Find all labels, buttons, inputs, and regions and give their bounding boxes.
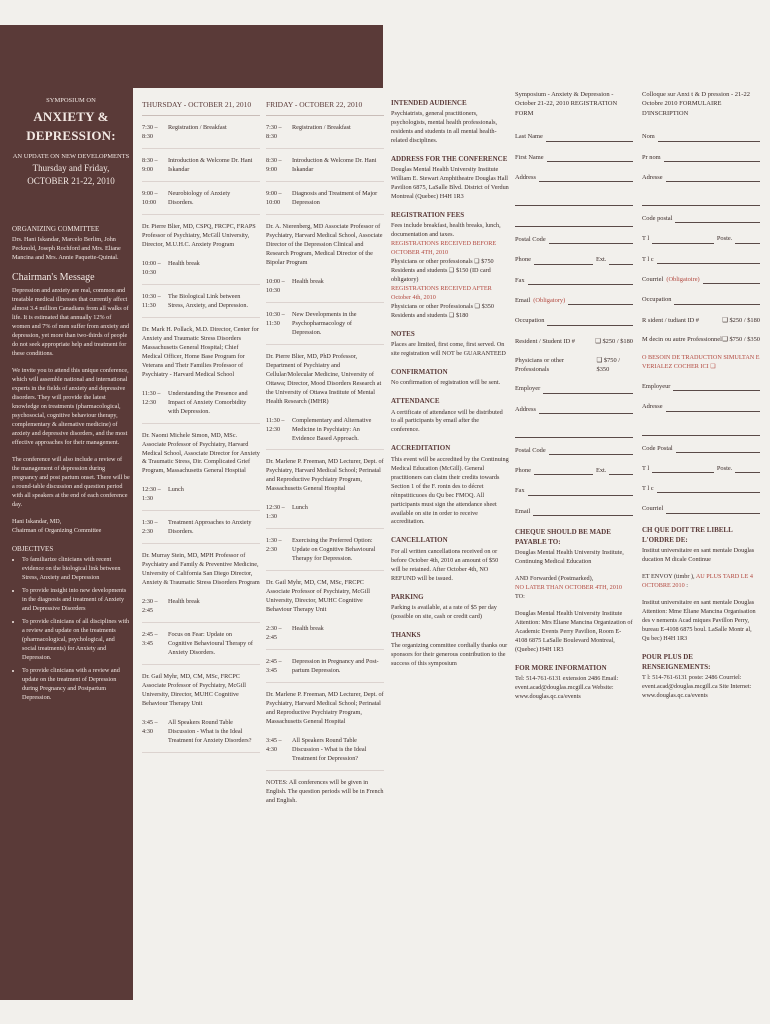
session-time: 12:30 – 1:30 <box>266 504 285 521</box>
medecin-label: M decin ou autre Professionnel <box>642 335 722 343</box>
postal-code2-label: Postal Code <box>515 446 546 454</box>
employer-row <box>515 384 633 393</box>
thursday-row <box>142 326 260 380</box>
friday-heading: FRIDAY - OCTOBER 22, 2010 <box>266 100 384 116</box>
physician-fee: ❑ $750 / $350 <box>596 356 621 374</box>
parking-text: Parking is available, at a rate of $5 per day (possible on site, cash or credit card) <box>391 603 497 620</box>
phone-row <box>515 255 633 264</box>
forward-deadline-line <box>515 584 633 602</box>
thursday-row <box>142 223 260 250</box>
fees-physicians-late: Physicians or other Professionals ❑ $350 <box>391 303 494 311</box>
friday-row <box>266 278 384 303</box>
adresse2-field[interactable] <box>666 404 760 412</box>
attendance-heading: ATTENDANCE <box>391 397 440 406</box>
session-title: Health break <box>292 277 324 285</box>
forward-text-en: AND Forwarded (Postmarked), <box>515 575 594 583</box>
tel2-label: T l <box>642 464 650 472</box>
friday-row <box>266 417 384 451</box>
more-info-text-fr: T l: 514-761-6131 poste: 2486 Courriel: event.acad@douglas.mcgill.ca Site Internet: www.douglas.qc.ca/events <box>642 674 752 700</box>
tel2-row <box>642 464 760 473</box>
last-name-label: Last Name <box>515 133 543 141</box>
thursday-row <box>142 124 260 149</box>
friday-row <box>266 190 384 215</box>
adresse-row <box>642 173 760 182</box>
speaker-bio: Dr. Mark H. Pollack, M.D. Director, Center for Anxiety and Traumatic Stress Disorders Massachusetts General Hospital; Chief Medical Officer, Home Base Program for Veterans and Their Families Professor of Psychiatry - Harvard Medical School <box>142 325 259 378</box>
notes-text: Places are limited, first come, first served. On site registration will NOT be GUARANTEED <box>391 341 506 358</box>
postal-code2-field[interactable] <box>549 447 633 455</box>
fees-heading: REGISTRATION FEES <box>391 211 465 220</box>
courriel2-label: Courriel <box>642 505 664 513</box>
ext2-field[interactable] <box>609 467 633 475</box>
cheque-heading-fr: CH QUE DOIT TRE LIBELL L'ORDRE DE: <box>642 525 733 544</box>
friday-column <box>266 100 384 806</box>
session-time: 1:30 – 2:30 <box>142 519 158 536</box>
address2-field-line-2[interactable] <box>515 425 633 438</box>
phone2-row <box>515 466 633 475</box>
phone2-label: Phone <box>515 467 531 475</box>
telec-label: T l c <box>642 255 654 263</box>
session-title: Understanding the Presence and Impact of Anxiety Comorbidity with Depression. <box>168 389 248 415</box>
friday-row <box>266 353 384 407</box>
friday-row <box>266 223 384 268</box>
more-info-text-en: Tel: 514-761-6131 extension 2486 Email: event.acad@douglas.mcgill.ca Website: www.douglas.qc.ca/events <box>515 675 619 701</box>
friday-schedule <box>266 124 384 771</box>
more-info-heading-fr: POUR PLUS DE RENSEIGNEMENTS: <box>642 652 711 672</box>
code-postal2-label: Code Postal <box>642 444 673 452</box>
fax2-field[interactable] <box>528 488 633 496</box>
postal-code-row <box>515 235 633 244</box>
speaker-bio: Dr. Gail Myhr, MD, CM, MSc, FRCPC Associate Professor of Psychiatry, McGill University, Director, MUHC Cognitive Behaviour Therapy Unit <box>266 579 370 614</box>
poste-label: Poste. <box>716 235 733 243</box>
courriel-row <box>642 275 760 284</box>
email2-row <box>515 507 633 516</box>
thursday-row <box>142 598 260 623</box>
audience-heading: INTENDED AUDIENCE <box>391 99 467 107</box>
phone2-field[interactable] <box>534 467 593 475</box>
session-title: Complementary and Alternative Medicine in Psychiatry: An Evidence Based Approach. <box>292 416 372 442</box>
session-title: Diagnosis and Treatment of Major Depression <box>292 189 378 206</box>
session-title: All Speakers Round Table Discussion - What is the Ideal Treatment for Depression? <box>292 737 367 763</box>
thursday-row <box>142 631 260 665</box>
occupation-label: Occupation <box>515 317 545 325</box>
objective-item: • To provide clinicians of all disciplines with a review and update on the treatments (pharmacological, psychological, and social treatments) for Anxiety and Depression. <box>22 618 130 663</box>
session-title: Registration / Breakfast <box>292 123 351 131</box>
session-time: 2:30 – 2:45 <box>142 598 158 615</box>
thursday-heading: THURSDAY - OCTOBER 21, 2010 <box>142 100 260 116</box>
physician-option[interactable] <box>515 356 633 375</box>
friday-row <box>266 311 384 345</box>
session-title: New Developments in the Psychopharmacology of Depression. <box>292 310 357 336</box>
form-heading-fr: Colloque sur Anxi t & D pression - 21-22 Octobre 2010 FORMULAIRE D'INSCRIPTION <box>642 91 750 117</box>
courriel-field[interactable] <box>703 276 760 284</box>
cancellation-text: For all written cancellations received on or before October 4th, 2010 an amount of $50 will be retained. After October 4th, NO REFUND will be issued. <box>391 547 499 582</box>
session-title: Health break <box>168 598 200 606</box>
form-heading-en: Symposium - Anxiety & Depression - October 21-22, 2010 REGISTRATION FORM <box>515 91 618 117</box>
thursday-row <box>142 552 260 588</box>
confirmation-heading: CONFIRMATION <box>391 368 448 377</box>
session-time: 7:30 – 8:30 <box>142 123 158 140</box>
symposium-date: Thursday and Friday, OCTOBER 21-22, 2010 <box>27 162 115 186</box>
prenom-field[interactable] <box>664 154 760 162</box>
session-time: 2:30 – 2:45 <box>266 625 282 642</box>
tel-field[interactable] <box>652 236 714 244</box>
session-title: All Speakers Round Table Discussion - What is the Ideal Treatment for Anxiety Disorders? <box>168 719 252 745</box>
resident-option[interactable] <box>515 337 633 346</box>
employeur-field[interactable] <box>673 383 760 391</box>
courriel2-row <box>642 504 760 513</box>
first-name-row <box>515 153 633 162</box>
poste2-label: Poste. <box>716 464 733 472</box>
thursday-row <box>142 190 260 215</box>
notes-heading: NOTES <box>391 330 415 339</box>
first-name-field[interactable] <box>547 154 633 162</box>
resident-fee: ❑ $250 / $180 <box>595 337 633 345</box>
prenom-row <box>642 153 760 162</box>
session-title: Focus on Fear: Update on Cognitive Behavioural Therapy of Anxiety Disorders. <box>168 631 253 657</box>
objective-item: • To provide insight into new developments in the diagnosis and treatment of Anxiety and Depressive Disorders <box>22 587 130 614</box>
courriel-label: Courriel <box>642 275 664 283</box>
session-time: 2:45 – 3:45 <box>266 658 282 675</box>
speaker-bio: Dr. Pierre Blier, MD, PhD Professor, Department of Psychiatry and Cellular/Molecular Medicine, University of Ottawa; Director, Mood Disorders Research at the University of Ottawa Institute of Mental Health Research (IMHR) <box>266 352 382 405</box>
telec2-row <box>642 484 760 493</box>
speaker-bio: Dr. Pierre Blier, MD, CSPQ, FRCPC, FRAPS Professor of Psychiatry, McGill University, Director, M.U.H.C. Anxiety Program <box>142 222 256 248</box>
occupation-row <box>515 316 633 325</box>
signature-title: Chairman of Organizing Committee <box>12 526 102 534</box>
session-time: 10:00 – 10:30 <box>266 277 285 294</box>
friday-row <box>266 124 384 149</box>
occupation-fr-field[interactable] <box>674 297 760 305</box>
thursday-row <box>142 432 260 477</box>
courriel-obligatoire: (Obligatoire) <box>666 275 700 283</box>
ext-field[interactable] <box>609 257 633 265</box>
prenom-label: Pr nom <box>642 153 661 161</box>
employer-field[interactable] <box>543 386 633 394</box>
fees-residents-late: Residents and students ❑ $180 <box>391 312 469 320</box>
postal-code-label: Postal Code <box>515 236 546 244</box>
nom-field[interactable] <box>658 134 760 142</box>
session-time: 3:45 – 4:30 <box>266 737 282 754</box>
accreditation-heading: ACCREDITATION <box>391 444 451 453</box>
tel2-field[interactable] <box>652 465 714 473</box>
email2-field[interactable] <box>533 508 633 516</box>
confirmation-text: No confirmation of registration will be sent. <box>391 379 501 387</box>
phone-field[interactable] <box>534 257 593 265</box>
telec2-label: T l c <box>642 485 654 493</box>
session-time: 8:30 – 9:00 <box>266 156 282 173</box>
friday-notes: NOTES: All conferences will be given in English. The question periods will be in French and English. <box>266 779 384 805</box>
objectives-list <box>12 556 130 703</box>
occupation-fr-label: Occupation <box>642 296 672 304</box>
forward-to-en: TO: <box>515 593 525 601</box>
cheque-heading-en: CHEQUE SHOULD BE MADE PAYABLE TO: <box>515 528 611 547</box>
audience-text: Psychiatrists, general practitioners, psychologists, mental health professionals, residents and students in all mental health-related disciplines. <box>391 110 498 145</box>
email2-label: Email <box>515 507 531 515</box>
friday-row <box>266 691 384 727</box>
thursday-row <box>142 719 260 753</box>
message-paragraph-3: The conference will also include a review of the management of depression during pregnancy and post partum onset. There will be a round-table discussion and question period with all speakers at the end of each conference day. <box>12 455 130 508</box>
friday-row <box>266 625 384 650</box>
speaker-bio: Dr. Marlene P. Freeman, MD Lecturer, Dept. of Psychiatry, Harvard Medical School; Perinatal and Reproductive Psychiatry Program, Massachusetts General Hospital <box>266 458 384 493</box>
thursday-row <box>142 293 260 318</box>
objective-item: • To familiarize clinicians with recent evidence on the biological link between Stress, Anxiety and Depression <box>22 556 130 583</box>
speaker-bio: Dr. Gail Myhr, MD, CM, MSc, FRCPC Associate Professor of Psychiatry, McGill University, Director, MUHC Cognitive Behaviour Therapy Unit <box>142 673 246 708</box>
intro-column <box>12 96 130 707</box>
registration-form-en <box>515 90 633 702</box>
thursday-schedule <box>142 124 260 753</box>
session-time: 11:30 – 12:30 <box>266 416 285 433</box>
session-title: Health break <box>292 625 324 633</box>
poste-field[interactable] <box>735 236 760 244</box>
employeur-row <box>642 382 760 391</box>
session-title: Treatment Approaches to Anxiety Disorders. <box>168 519 252 536</box>
telec-field[interactable] <box>657 256 760 264</box>
fax-row <box>515 276 633 285</box>
session-time: 12:30 – 1:30 <box>142 486 161 503</box>
accreditation-text: This event will be accredited by the Continuing Medical Education (McGill). General practitioners can claim their credits towards Section 1 of the F. ronin des to décret réinpstiticuoes du Qu bec FMOQ. All participants must sign the attendance sheet available on site in order to receive accreditation. <box>391 455 509 526</box>
mailing-address-fr: Institut universitaire en sant mentale Douglas Attention: Mme Eliane Mancina Organisation des v nements Acad miques Pavillon Perry, bureau E-4108 6875 boul. LaSalle Montr al, Qu bec) H4H 1R3 <box>642 598 756 642</box>
last-name-field[interactable] <box>546 134 633 142</box>
session-time: 9:00 – 10:00 <box>142 189 158 206</box>
friday-row <box>266 737 384 771</box>
registration-form-fr <box>642 90 760 701</box>
code-postal-label: Code postal <box>642 215 673 223</box>
session-title: Lunch <box>168 486 184 494</box>
fax2-label: Fax <box>515 487 525 495</box>
address2-row <box>515 405 633 414</box>
thursday-row <box>142 519 260 544</box>
thursday-row <box>142 486 260 511</box>
top-panel-background <box>133 25 383 88</box>
adresse-field-line-2[interactable] <box>642 193 760 206</box>
forward-deadline-en: NO LATER THAN OCTOBER 4TH, 2010 <box>515 584 623 592</box>
fax2-row <box>515 486 633 495</box>
attendance-text: A certificate of attendance will be distributed to all participants by email after the conference. <box>391 408 503 434</box>
envoye-to: : <box>686 581 688 589</box>
tel-row <box>642 234 760 243</box>
speaker-bio: Dr. A. Nierenberg, MD Associate Professor of Psychiatry, Harvard Medical School, Associate Director of the Depression Clinical and Research Program, Medical Director of the Bipolar Program <box>266 222 383 266</box>
session-time: 8:30 – 9:00 <box>142 156 158 173</box>
thanks-heading: THANKS <box>391 630 421 639</box>
employer-label: Employer <box>515 385 541 393</box>
symposium-title: ANXIETY & DEPRESSION: <box>26 109 116 144</box>
cheque-text-fr: Institut universitaire en sant mentale Douglas ducation M dicale Continue <box>642 547 755 563</box>
speaker-bio: Dr. Marlene P. Freeman, MD Lecturer, Dept. of Psychiatry, Harvard Medical School; Perinatal and Reproductive Psychiatry Program, Massachusetts General Hospital <box>266 691 384 726</box>
last-name-row <box>515 132 633 141</box>
ext2-label: Ext. <box>595 467 607 475</box>
thanks-text: The organizing committee cordially thanks our sponsors for their generous contribution to the success of this symposium <box>391 641 508 667</box>
postal-code2-row <box>515 446 633 455</box>
address-field[interactable] <box>539 174 633 182</box>
friday-row <box>266 579 384 615</box>
session-time: 10:30 – 11:30 <box>142 292 161 309</box>
organizing-text: Drs. Hani Iskandar, Marcelo Berlim, John Pecknold, Joseph Rochford and Mrs. Eliane Mancina and Mrs. Annie Paquette-Quintal. <box>12 235 121 261</box>
address-text: Douglas Mental Health University Institute William E. Stewart Amphitheatre Douglas Hall Pavilion 6875, LaSalle Blvd. District of Verdun Montreal (Quebec) H4H 1R3 <box>391 166 509 201</box>
thursday-row <box>142 157 260 182</box>
resident-label: Resident / Student ID # <box>515 337 575 345</box>
more-info-heading-en: FOR MORE INFORMATION <box>515 664 607 673</box>
thursday-row <box>142 260 260 285</box>
nom-row <box>642 132 760 141</box>
parking-heading: PARKING <box>391 592 424 601</box>
organizing-heading: ORGANIZING COMMITTEE <box>12 224 100 233</box>
cancellation-heading: CANCELLATION <box>391 536 448 545</box>
session-time: 9:00 – 10:00 <box>266 189 282 206</box>
resident-fr-option[interactable] <box>642 316 760 325</box>
fees-physicians: Physicians or other professionals ❑ $750 <box>391 258 494 266</box>
fees-after: REGISTRATIONS RECEIVED AFTER October 4th, 2010 <box>391 285 492 302</box>
session-title: Introduction & Welcome Dr. Hani Iskandar <box>292 156 377 173</box>
telec2-field[interactable] <box>657 485 760 493</box>
speaker-bio: Dr. Murray Stein, MD, MPH Professor of Psychiatry and Family & Preventive Medicine, University of California San Diego Director, Anxiety & Traumatic Stress Disorders Program <box>142 552 260 587</box>
session-title: Introduction & Welcome Dr. Hani Iskandar <box>168 156 253 173</box>
email-label: Email <box>515 296 531 304</box>
envoye-text: ET ENVOY (timbr ), <box>642 572 695 580</box>
message-paragraph-1: Depression and anxiety are real, common and treatable medical illnesses that currently affect almost 3.4 million Canadians from all walks of life. It is estimated that annually 12% of women and 7% of men suffer from anxiety and depression, yet more than two-thirds of people do not seek appropriate help and treatment for these conditions. <box>12 287 130 358</box>
session-title: Lunch <box>292 504 308 512</box>
session-time: 2:45 – 3:45 <box>142 631 158 648</box>
phone-label: Phone <box>515 256 531 264</box>
info-column <box>391 90 509 669</box>
medecin-fee: ❑ $750 / $350 <box>722 335 760 343</box>
session-title: Exercising the Preferred Option: Update on Cognitive Behavioural Therapy for Depression. <box>292 537 376 563</box>
cheque-text-en: Douglas Mental Health University Institute, Continuing Medical Education <box>515 549 624 566</box>
courriel2-field[interactable] <box>666 506 760 514</box>
friday-row <box>266 504 384 529</box>
adresse-label: Adresse <box>642 173 663 181</box>
email-row <box>515 296 633 305</box>
email-obligatory: (Obligatory) <box>533 296 566 304</box>
thursday-column <box>142 100 260 761</box>
thursday-row <box>142 390 260 424</box>
session-time: 11:30 – 12:30 <box>142 389 161 406</box>
session-time: 1:30 – 2:30 <box>266 537 282 554</box>
address2-label: Address <box>515 405 536 413</box>
session-time: 3:45 – 4:30 <box>142 719 158 736</box>
code-postal-row <box>642 214 760 223</box>
address-row <box>515 173 633 182</box>
friday-row <box>266 658 384 683</box>
objective-item: • To provide clinicians with a review and update on the treatment of Depression during Pregnancy and Postpartum Depression. <box>22 667 130 703</box>
address-label: Address <box>515 173 536 181</box>
session-title: Registration / Breakfast <box>168 123 227 131</box>
address-heading: ADDRESS FOR THE CONFERENCE <box>391 155 508 164</box>
first-name-label: First Name <box>515 153 544 161</box>
session-time: 10:30 – 11:30 <box>266 310 285 327</box>
address-field-line-2[interactable] <box>515 193 633 206</box>
medecin-option[interactable] <box>642 335 760 344</box>
speaker-bio: Dr. Naomi Michele Simon, MD, MSc. Associate Professor of Psychiatry, Harvard Medical School, Associate Director for Anxiety & Traumatic Stress, Dir. Complicated Grief Program, Massachusetts General Hospital <box>142 431 260 475</box>
envoye-deadline: AU PLUS TARD LE 4 OCTOBRE 2010 <box>642 572 753 589</box>
session-title: Health break <box>168 259 200 267</box>
poste2-field[interactable] <box>735 465 760 473</box>
thursday-row <box>142 673 260 709</box>
session-time: 10:00 – 10:30 <box>142 259 161 276</box>
nom-label: Nom <box>642 133 655 141</box>
session-time: 7:30 – 8:30 <box>266 123 282 140</box>
friday-row <box>266 537 384 571</box>
code-postal2-row <box>642 444 760 453</box>
message-heading: Chairman's Message <box>12 271 95 283</box>
employeur-label: Employeur <box>642 383 671 391</box>
friday-row <box>266 157 384 182</box>
adresse2-field-line-2[interactable] <box>642 423 760 436</box>
physician-label: Physicians or other Professionals <box>515 356 564 374</box>
occupation-field[interactable] <box>547 318 633 326</box>
session-title: Neurobiology of Anxiety Disorders. <box>168 189 231 206</box>
friday-row <box>266 458 384 494</box>
fees-text: Fees include breakfast, health breaks, lunch, documentation and taxes. <box>391 222 501 239</box>
occupation-fr-row <box>642 295 760 304</box>
mailing-address-en: Douglas Mental Health University Institute Attention: Mrs Eliane Mancina Organization of Academic Events Perry Pavilion, Room E-4108 6875 LaSalle Boulevard Montreal, (Quebec) H4H 1R3 <box>515 610 633 654</box>
telec-row <box>642 255 760 264</box>
message-paragraph-2: We invite you to attend this unique conference, which will assemble national and international experts in the fields of anxiety and depressive disorders. They will provide the latest knowledge on treatments (pharmacological, psychosocial, cognitive behaviour therapy, complementary & alternative medicine) of anxiety and depressive disorders, and the most effective approaches for their management. <box>12 367 129 446</box>
tel-label: T l <box>642 235 650 243</box>
adresse-field[interactable] <box>666 174 760 182</box>
address-field-line-3[interactable] <box>515 214 633 227</box>
symposium-subtitle: AN UPDATE ON NEW DEVELOPMENTS <box>12 153 130 161</box>
resident-fr-label: R sident / tudiant ID # <box>642 316 699 324</box>
objectives-heading: OBJECTIVES <box>12 544 54 553</box>
fees-before: REGISTRATIONS RECEIVED BEFORE OCTOBER 4TH, 2010 <box>391 240 497 257</box>
code-postal-field[interactable] <box>675 215 760 223</box>
postal-code-field[interactable] <box>549 236 633 244</box>
adresse2-label: Adresse <box>642 403 663 411</box>
session-title: Depression in Pregnancy and Post-partum Depression. <box>292 658 379 675</box>
email-field[interactable] <box>568 297 633 305</box>
signature-name: Hani Iskandar, MD, <box>12 517 62 525</box>
envoye-line <box>642 573 760 591</box>
translation-checkbox[interactable]: O BESOIN DE TRADUCTION SIMULTAN E VERIALEZ COCHER ICI ❑ <box>642 354 760 371</box>
fees-residents: Residents and students ❑ $150 (ID card obligatory) <box>391 267 491 284</box>
ext-label: Ext. <box>595 256 607 264</box>
adresse2-row <box>642 402 760 411</box>
symposium-on: SYMPOSIUM ON <box>46 97 96 104</box>
fax-label: Fax <box>515 276 525 284</box>
session-title: The Biological Link between Stress, Anxiety, and Depression. <box>168 292 249 309</box>
resident-fr-fee: ❑ $250 / $180 <box>722 316 760 324</box>
address2-field[interactable] <box>539 406 633 414</box>
code-postal2-field[interactable] <box>676 445 760 453</box>
fax-field[interactable] <box>528 277 633 285</box>
